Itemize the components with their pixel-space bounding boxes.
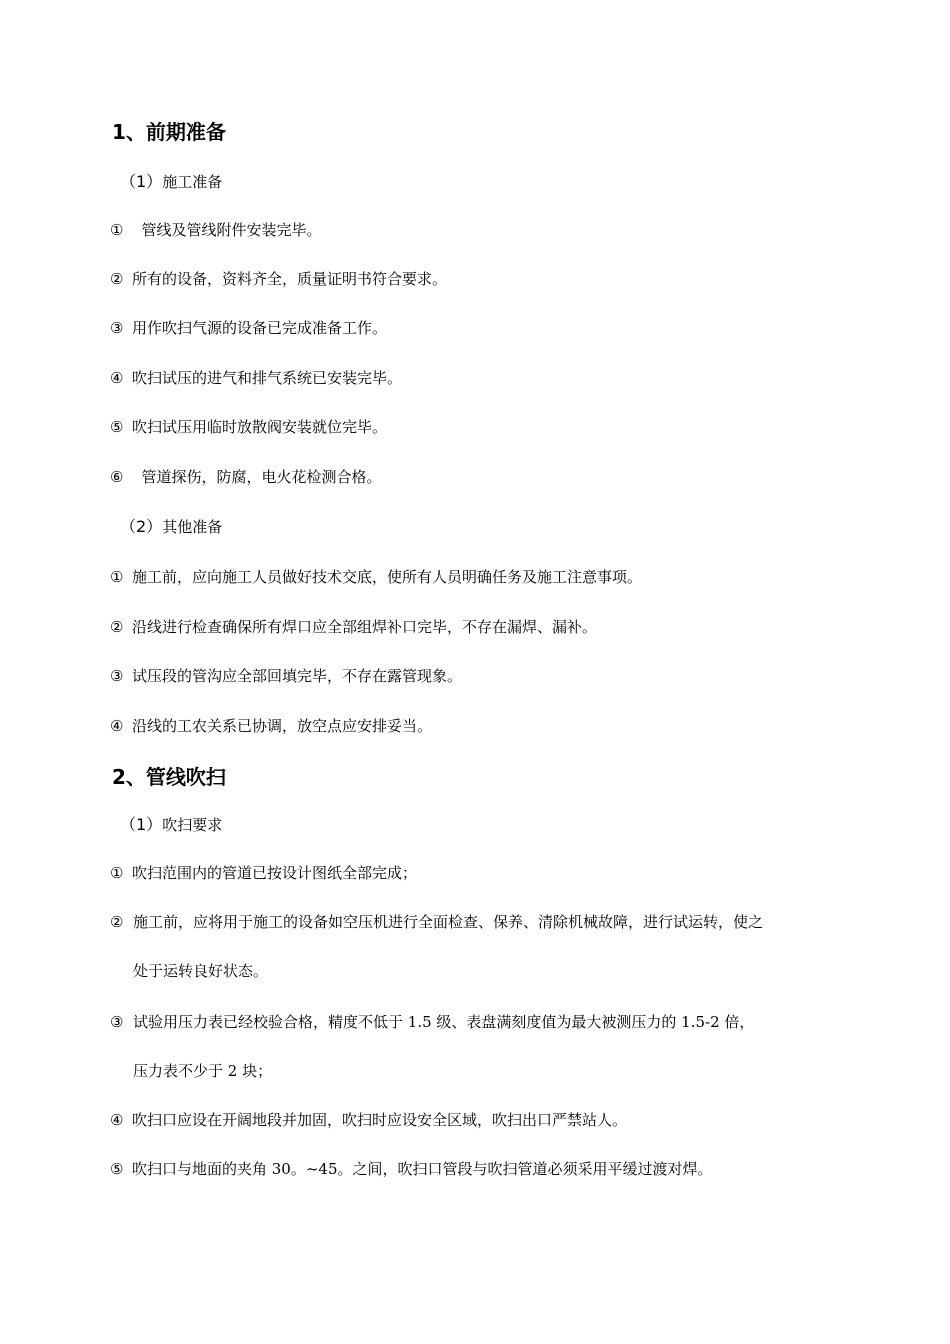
item-marker: ⑤ [110, 1160, 124, 1178]
subsection-1-1 [120, 172, 222, 192]
item-continuation: 压力表不少于 2 块； [133, 1062, 273, 1080]
subsection-1-2 [120, 517, 222, 537]
item-text: 用作吹扫气源的设备已完成准备工作。 [132, 319, 388, 337]
item-marker: ⑥ [110, 468, 124, 486]
item-marker: ③ [110, 319, 124, 337]
list-item [110, 417, 855, 437]
item-text: 管道探伤，防腐，电火花检测合格。 [132, 468, 382, 486]
item-marker: ③ [110, 1013, 124, 1031]
list-item [110, 863, 855, 883]
item-text: 试验用压力表已经校验合格，精度不低于 1.5 级、表盘满刻度值为最大被测压力的 1.5-2 倍， [133, 1013, 755, 1031]
list-item [110, 318, 855, 338]
item-text: 吹扫口应设在开阔地段并加固，吹扫时应设安全区域，吹扫出口严禁站人。 [132, 1111, 628, 1129]
list-item [110, 368, 855, 388]
list-item [110, 220, 855, 240]
subsection-label: 施工准备 [162, 173, 223, 191]
item-text: 施工前，应向施工人员做好技术交底，使所有人员明确任务及施工注意事项。 [132, 568, 643, 586]
item-text: 吹扫范围内的管道已按设计图纸全部完成； [132, 864, 418, 882]
subsection-number: （1） [120, 172, 163, 191]
item-marker: ⑤ [110, 418, 124, 436]
item-marker: ④ [110, 1111, 124, 1129]
list-item [110, 1012, 855, 1032]
subsection-label: 其他准备 [162, 518, 223, 536]
item-text: 沿线的工农关系已协调，放空点应安排妥当。 [132, 717, 433, 735]
item-text: 施工前，应将用于施工的设备如空压机进行全面检查、保养、清除机械故障，进行试运转，使之 [133, 913, 764, 931]
subsection-number: （2） [120, 517, 163, 536]
list-item [110, 1110, 855, 1130]
subsection-label: 吹扫要求 [162, 816, 223, 834]
item-marker: ① [110, 221, 124, 239]
section-2-heading: 2、管线吹扫 [112, 765, 226, 789]
item-text: 吹扫口与地面的夹角 30。~45。之间，吹扫口管段与吹扫管道必须采用平缓过渡对焊。 [132, 1160, 713, 1178]
item-marker: ① [110, 568, 124, 586]
item-text: 沿线进行检查确保所有焊口应全部组焊补口完毕，不存在漏焊、漏补。 [132, 618, 598, 636]
item-continuation: 处于运转良好状态。 [133, 962, 269, 980]
item-marker: ③ [110, 667, 124, 685]
list-item [110, 716, 855, 736]
section-1-heading: 1、前期准备 [112, 120, 226, 144]
item-text: 试压段的管沟应全部回填完毕，不存在露管现象。 [132, 667, 463, 685]
item-marker: ④ [110, 369, 124, 387]
item-text: 所有的设备，资料齐全，质量证明书符合要求。 [132, 270, 448, 288]
item-text: 吹扫试压的进气和排气系统已安装完毕。 [132, 369, 403, 387]
list-item [110, 567, 855, 587]
item-marker: ② [110, 618, 124, 636]
list-item [110, 1159, 855, 1179]
subsection-2-1 [120, 815, 222, 835]
list-item [110, 617, 855, 637]
item-marker: ② [110, 913, 124, 931]
list-item [110, 269, 855, 289]
list-item [110, 467, 855, 487]
item-marker: ② [110, 270, 124, 288]
item-text: 吹扫试压用临时放散阀安装就位完毕。 [132, 418, 388, 436]
list-item [110, 666, 855, 686]
item-text: 管线及管线附件安装完毕。 [132, 221, 322, 239]
list-item [110, 912, 855, 932]
item-marker: ④ [110, 717, 124, 735]
item-marker: ① [110, 864, 124, 882]
subsection-number: （1） [120, 815, 163, 834]
